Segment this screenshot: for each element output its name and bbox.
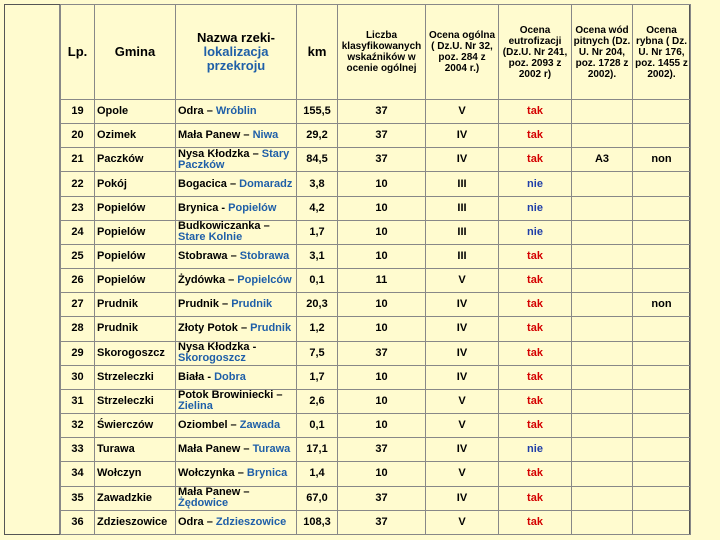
- table-row: [61, 172, 691, 196]
- cell-eutrofizacja: nie: [499, 196, 572, 220]
- cell-gmina: Opole: [95, 100, 176, 124]
- cell-wody-pitne: [572, 389, 633, 413]
- cell-ocena-ogolna: V: [426, 462, 499, 486]
- cell-gmina: Paczków: [95, 148, 176, 172]
- cell-liczba: 37: [338, 438, 426, 462]
- table-row: [61, 220, 691, 244]
- header-liczba: Liczba klasyfikowanych wskaźników w ocenie ogólnej: [338, 5, 426, 100]
- cell-liczba: 10: [338, 317, 426, 341]
- cell-lp: 36: [61, 510, 95, 534]
- cell-gmina: Skorogoszcz: [95, 341, 176, 365]
- cell-river: Wołczynka –: [178, 467, 247, 480]
- cell-river: Odra –: [178, 105, 216, 118]
- cell-wody-pitne: [572, 317, 633, 341]
- cell-lp: 21: [61, 148, 95, 172]
- cell-eutrofizacja: tak: [499, 510, 572, 534]
- cell-liczba: 37: [338, 100, 426, 124]
- header-ocena-rybna: Ocena rybna ( Dz. U. Nr 176, poz. 1455 z 2002).: [633, 5, 691, 100]
- cell-place: Wróblin: [215, 105, 257, 118]
- cell-rybna: [633, 220, 691, 244]
- table-row: [61, 244, 691, 268]
- cell-wody-pitne: [572, 124, 633, 148]
- cell-river: Prudnik –: [178, 298, 232, 311]
- header-nazwa-line3: przekroju: [206, 58, 266, 73]
- cell-eutrofizacja: nie: [499, 220, 572, 244]
- cell-river: Stobrawa –: [178, 250, 240, 263]
- header-ocena-wod-pitnych: Ocena wód pitnych (Dz. U. Nr 204, poz. 1728 z 2002).: [572, 5, 633, 100]
- cell-lp: 22: [61, 172, 95, 196]
- cell-wody-pitne: [572, 172, 633, 196]
- cell-liczba: 37: [338, 486, 426, 510]
- cell-gmina: Pokój: [95, 172, 176, 196]
- cell-river: Odra –: [178, 515, 216, 528]
- cell-place: Skorogoszcz: [178, 352, 246, 365]
- cell-ocena-ogolna: III: [426, 196, 499, 220]
- cell-liczba: 37: [338, 510, 426, 534]
- table-row: [61, 414, 691, 438]
- cell-km: 0,1: [297, 414, 338, 438]
- header-ocena-eutrofizacji: Ocena eutrofizacji (Dz.U. Nr 241, poz. 2093 z 2002 r): [499, 5, 572, 100]
- cell-lp: 25: [61, 244, 95, 268]
- cell-river: Brynica -: [178, 201, 229, 214]
- cell-wody-pitne: [572, 244, 633, 268]
- cell-ocena-ogolna: IV: [426, 365, 499, 389]
- cell-ocena-ogolna: V: [426, 414, 499, 438]
- cell-place: Zawada: [239, 419, 281, 432]
- cell-km: 84,5: [297, 148, 338, 172]
- cell-km: 1,7: [297, 365, 338, 389]
- cell-km: 7,5: [297, 341, 338, 365]
- cell-km: 155,5: [297, 100, 338, 124]
- cell-gmina: Świerczów: [95, 414, 176, 438]
- cell-gmina: Strzeleczki: [95, 389, 176, 413]
- cell-gmina: Zdzieszowice: [95, 510, 176, 534]
- cell-liczba: 10: [338, 244, 426, 268]
- cell-km: 108,3: [297, 510, 338, 534]
- cell-ocena-ogolna: IV: [426, 148, 499, 172]
- header-km: km: [297, 5, 338, 100]
- cell-km: 1,4: [297, 462, 338, 486]
- cell-ocena-ogolna: V: [426, 100, 499, 124]
- cell-eutrofizacja: nie: [499, 438, 572, 462]
- table-row: [61, 317, 691, 341]
- cell-river: Mała Panew –: [178, 443, 253, 456]
- cell-liczba: 37: [338, 148, 426, 172]
- cell-gmina: Ozimek: [95, 124, 176, 148]
- cell-lp: 32: [61, 414, 95, 438]
- cell-river-location: [176, 365, 297, 389]
- table-row: [61, 365, 691, 389]
- cell-eutrofizacja: tak: [499, 244, 572, 268]
- cell-liczba: 10: [338, 172, 426, 196]
- cell-river: Mała Panew –: [178, 486, 250, 499]
- cell-km: 2,6: [297, 389, 338, 413]
- cell-liczba: 10: [338, 220, 426, 244]
- cell-river: Oziombel –: [178, 419, 240, 432]
- cell-place: Dobra: [214, 370, 246, 383]
- cell-rybna: non: [633, 293, 691, 317]
- cell-place: Zdzieszowice: [215, 515, 287, 528]
- cell-wody-pitne: [572, 293, 633, 317]
- cell-lp: 28: [61, 317, 95, 341]
- cell-place: Prudnik: [250, 322, 292, 335]
- cell-eutrofizacja: tak: [499, 486, 572, 510]
- cell-river-location: [176, 462, 297, 486]
- cell-place: Popielów: [228, 201, 277, 214]
- cell-place: Zielina: [178, 400, 213, 413]
- header-gmina: Gmina: [95, 5, 176, 100]
- cell-river: Mała Panew –: [178, 129, 253, 142]
- cell-river: Żydówka –: [178, 274, 238, 287]
- cell-lp: 29: [61, 341, 95, 365]
- table-row: [61, 438, 691, 462]
- cell-rybna: [633, 486, 691, 510]
- cell-eutrofizacja: tak: [499, 389, 572, 413]
- cell-rybna: [633, 196, 691, 220]
- cell-place: Domaradz: [239, 177, 293, 190]
- table-body: [61, 100, 691, 535]
- cell-place: Niwa: [252, 129, 279, 142]
- cell-gmina: Popielów: [95, 244, 176, 268]
- cell-rybna: [633, 389, 691, 413]
- cell-rybna: [633, 510, 691, 534]
- cell-river-location: [176, 486, 297, 510]
- cell-ocena-ogolna: IV: [426, 293, 499, 317]
- cell-lp: 24: [61, 220, 95, 244]
- cell-place: Popielców: [237, 274, 292, 287]
- cell-river-location: [176, 124, 297, 148]
- table-row: [61, 148, 691, 172]
- cell-river: Nysa Kłodzka -: [178, 341, 257, 354]
- header-ocena-ogolna: Ocena ogólna ( Dz.U. Nr 32, poz. 284 z 2004 r.): [426, 5, 499, 100]
- table-row: [61, 486, 691, 510]
- cell-rybna: [633, 269, 691, 293]
- cell-wody-pitne: [572, 486, 633, 510]
- cell-rybna: [633, 317, 691, 341]
- cell-eutrofizacja: tak: [499, 462, 572, 486]
- cell-lp: 19: [61, 100, 95, 124]
- cell-river-location: [176, 438, 297, 462]
- cell-rybna: [633, 462, 691, 486]
- table-row: [61, 124, 691, 148]
- cell-rybna: [633, 365, 691, 389]
- cell-ocena-ogolna: V: [426, 269, 499, 293]
- cell-wody-pitne: [572, 196, 633, 220]
- cell-liczba: 10: [338, 389, 426, 413]
- cell-liczba: 10: [338, 365, 426, 389]
- cell-river: Złoty Potok –: [178, 322, 251, 335]
- cell-lp: 27: [61, 293, 95, 317]
- cell-eutrofizacja: tak: [499, 414, 572, 438]
- cell-eutrofizacja: tak: [499, 269, 572, 293]
- cell-lp: 23: [61, 196, 95, 220]
- cell-ocena-ogolna: IV: [426, 124, 499, 148]
- water-quality-table: [60, 4, 691, 535]
- cell-place: Stobrawa: [239, 250, 290, 263]
- cell-eutrofizacja: tak: [499, 124, 572, 148]
- cell-gmina: Zawadzkie: [95, 486, 176, 510]
- cell-wody-pitne: [572, 100, 633, 124]
- cell-river-location: [176, 293, 297, 317]
- table-row: [61, 196, 691, 220]
- cell-gmina: Wołczyn: [95, 462, 176, 486]
- cell-wody-pitne: [572, 510, 633, 534]
- cell-km: 1,2: [297, 317, 338, 341]
- cell-rybna: [633, 172, 691, 196]
- cell-eutrofizacja: tak: [499, 148, 572, 172]
- cell-wody-pitne: [572, 438, 633, 462]
- cell-gmina: Popielów: [95, 269, 176, 293]
- cell-river: Potok Browiniecki –: [178, 389, 283, 402]
- cell-rybna: non: [633, 148, 691, 172]
- cell-place: Stary Paczków: [178, 147, 290, 171]
- cell-gmina: Prudnik: [95, 317, 176, 341]
- table-row: [61, 510, 691, 534]
- cell-place: Żędowice: [178, 497, 229, 510]
- cell-gmina: Turawa: [95, 438, 176, 462]
- cell-place: Brynica: [246, 467, 288, 480]
- header-lp: Lp.: [61, 5, 95, 100]
- cell-gmina: Popielów: [95, 196, 176, 220]
- cell-ocena-ogolna: IV: [426, 341, 499, 365]
- cell-liczba: 10: [338, 414, 426, 438]
- cell-lp: 35: [61, 486, 95, 510]
- cell-eutrofizacja: tak: [499, 317, 572, 341]
- cell-eutrofizacja: tak: [499, 365, 572, 389]
- cell-wody-pitne: [572, 341, 633, 365]
- cell-km: 67,0: [297, 486, 338, 510]
- cell-lp: 31: [61, 389, 95, 413]
- header-nazwa-line1: Nazwa rzeki-: [196, 30, 276, 45]
- cell-lp: 30: [61, 365, 95, 389]
- cell-rybna: [633, 341, 691, 365]
- table-row: [61, 293, 691, 317]
- cell-place: Prudnik: [231, 298, 273, 311]
- cell-river: Budkowiczanka –: [178, 220, 270, 233]
- cell-liczba: 10: [338, 293, 426, 317]
- cell-liczba: 37: [338, 341, 426, 365]
- cell-eutrofizacja: nie: [499, 172, 572, 196]
- cell-gmina: Strzeleczki: [95, 365, 176, 389]
- cell-ocena-ogolna: V: [426, 510, 499, 534]
- cell-liczba: 10: [338, 196, 426, 220]
- cell-wody-pitne: [572, 365, 633, 389]
- table-row: [61, 100, 691, 124]
- cell-ocena-ogolna: III: [426, 220, 499, 244]
- header-row: [61, 5, 691, 100]
- header-nazwa: [176, 5, 297, 100]
- cell-river: Bogacica –: [178, 177, 240, 190]
- cell-river-location: [176, 317, 297, 341]
- cell-gmina: Prudnik: [95, 293, 176, 317]
- cell-wody-pitne: [572, 269, 633, 293]
- cell-km: 3,1: [297, 244, 338, 268]
- cell-eutrofizacja: tak: [499, 293, 572, 317]
- cell-rybna: [633, 124, 691, 148]
- cell-wody-pitne: [572, 220, 633, 244]
- cell-ocena-ogolna: III: [426, 172, 499, 196]
- cell-km: 3,8: [297, 172, 338, 196]
- cell-river-location: [176, 172, 297, 196]
- cell-river-location: [176, 196, 297, 220]
- cell-ocena-ogolna: III: [426, 244, 499, 268]
- cell-river-location: [176, 100, 297, 124]
- cell-rybna: [633, 414, 691, 438]
- cell-lp: 34: [61, 462, 95, 486]
- cell-km: 20,3: [297, 293, 338, 317]
- cell-eutrofizacja: tak: [499, 341, 572, 365]
- cell-wody-pitne: [572, 414, 633, 438]
- cell-river-location: [176, 389, 297, 413]
- cell-rybna: [633, 244, 691, 268]
- cell-lp: 33: [61, 438, 95, 462]
- cell-lp: 26: [61, 269, 95, 293]
- table-row: [61, 462, 691, 486]
- cell-wody-pitne: [572, 462, 633, 486]
- cell-gmina: Popielów: [95, 220, 176, 244]
- cell-river: Biała -: [178, 370, 215, 383]
- cell-ocena-ogolna: IV: [426, 438, 499, 462]
- cell-river-location: [176, 341, 297, 365]
- cell-liczba: 11: [338, 269, 426, 293]
- cell-river-location: [176, 220, 297, 244]
- cell-rybna: [633, 100, 691, 124]
- cell-eutrofizacja: tak: [499, 100, 572, 124]
- cell-km: 1,7: [297, 220, 338, 244]
- cell-ocena-ogolna: IV: [426, 317, 499, 341]
- cell-river-location: [176, 269, 297, 293]
- cell-km: 29,2: [297, 124, 338, 148]
- cell-river: Nysa Kłodzka –: [178, 147, 262, 160]
- cell-ocena-ogolna: V: [426, 389, 499, 413]
- cell-river-location: [176, 244, 297, 268]
- cell-place: Turawa: [252, 443, 291, 456]
- header-nazwa-line2: lokalizacja: [203, 44, 269, 59]
- cell-liczba: 10: [338, 462, 426, 486]
- cell-wody-pitne: A3: [572, 148, 633, 172]
- cell-lp: 20: [61, 124, 95, 148]
- cell-liczba: 37: [338, 124, 426, 148]
- cell-river-location: [176, 510, 297, 534]
- table-row: [61, 269, 691, 293]
- table-row: [61, 389, 691, 413]
- cell-km: 0,1: [297, 269, 338, 293]
- cell-km: 17,1: [297, 438, 338, 462]
- cell-rybna: [633, 438, 691, 462]
- cell-ocena-ogolna: IV: [426, 486, 499, 510]
- table-row: [61, 341, 691, 365]
- cell-river-location: [176, 414, 297, 438]
- cell-place: Stare Kolnie: [178, 231, 243, 244]
- cell-river-location: [176, 148, 297, 172]
- cell-km: 4,2: [297, 196, 338, 220]
